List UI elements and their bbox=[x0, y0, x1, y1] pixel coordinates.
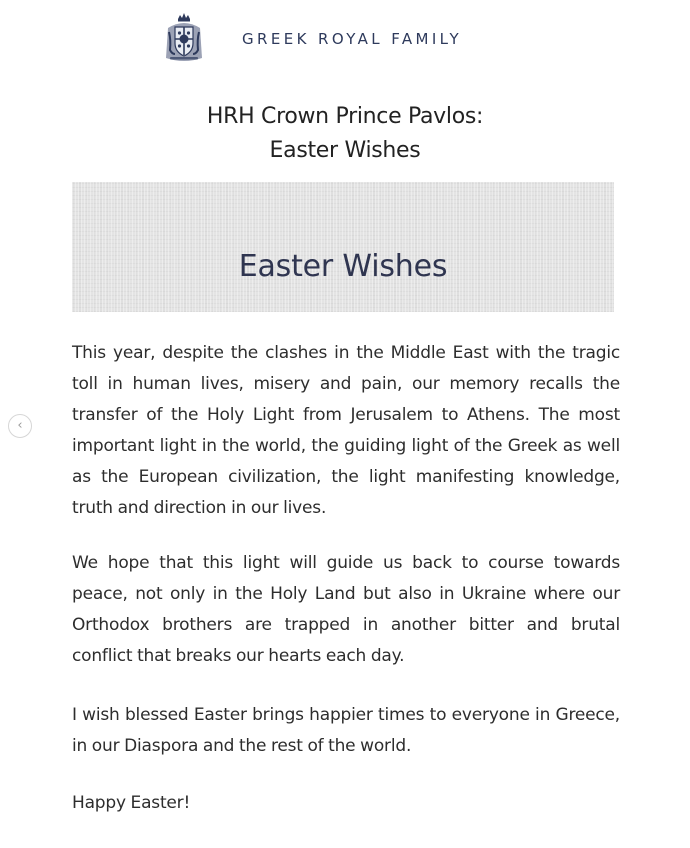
brand-name: GREEK ROYAL FAMILY bbox=[242, 30, 463, 48]
chevron-left-icon[interactable]: ‹ bbox=[8, 414, 32, 438]
message-paragraph-3: I wish blessed Easter brings happier times to everyone in Greece, in our Diaspora and the rest of the world. bbox=[72, 705, 620, 756]
title-banner bbox=[72, 182, 614, 312]
banner-title: Easter Wishes bbox=[238, 249, 448, 284]
page-title-line-1: HRH Crown Prince Pavlos: bbox=[206, 104, 484, 129]
message-paragraph-1: This year, despite the clashes in the Middle East with the tragic toll in human lives, misery and pain, our memory recalls the transfer of the Holy Light from Jerusalem to Athens. The most important light in the world, the guiding light of the Greek as well as the European civilization, the light manifesting knowledge, truth and direction in our lives. bbox=[72, 343, 620, 518]
page-title-line-2: Easter Wishes bbox=[269, 138, 421, 163]
page-title bbox=[0, 100, 690, 168]
royal-crest-icon bbox=[156, 10, 212, 66]
message-closing: Happy Easter! bbox=[72, 793, 191, 813]
header bbox=[0, 0, 690, 80]
message-paragraph-2: We hope that this light will guide us back to course towards peace, not only in the Holy Land but also in Ukraine where our Orthodox brothers are trapped in another bitter and brutal conflict that breaks our hearts each day. bbox=[72, 553, 620, 666]
